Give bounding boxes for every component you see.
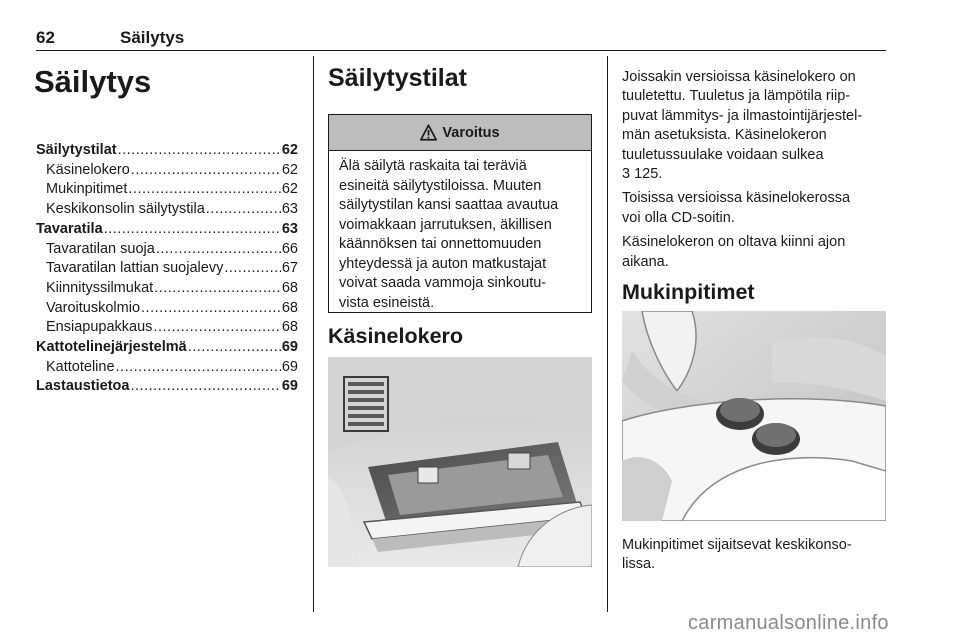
toc-entry (36, 259, 298, 279)
warning-line: vista esineistä. (339, 294, 435, 311)
site-watermark: carmanualsonline.info (688, 612, 889, 634)
toc-entry-title: Keskikonsolin säilytystila (46, 201, 205, 218)
warning-line: esineitä säilytystiloissa. Muuten (339, 177, 542, 194)
toc-entry-page: 63 (281, 201, 298, 218)
toc-entry-page: 66 (281, 240, 298, 257)
toc-leader-dots (130, 377, 280, 397)
body-paragraph (622, 68, 888, 184)
toc-entry (36, 338, 298, 358)
running-section-title: Säilytys (120, 28, 185, 47)
toc-entry-page: 62 (281, 161, 298, 178)
toc-entry-page: 62 (281, 181, 298, 198)
cupholder-caption (622, 536, 888, 575)
toc-entry (36, 279, 298, 299)
toc-entry (36, 240, 298, 260)
column-divider-1 (313, 56, 314, 612)
warning-line: voimakkaan jarrutuksen, äkillisen (339, 216, 552, 233)
toc-entry-page: 69 (281, 358, 298, 375)
toc-leader-dots (104, 220, 281, 240)
toc-entry-title: Kiinnityssilmukat (46, 279, 154, 296)
warning-line: Älä säilytä raskaita tai teräviä (339, 158, 527, 174)
cupholder-illustration (622, 311, 886, 521)
section-title-storage: Säilytystilat (328, 64, 467, 92)
toc-leader-dots (206, 200, 281, 220)
body-line: män asetuksista. Käsinelokeron (622, 127, 827, 144)
section-title-glovebox: Käsinelokero (328, 324, 464, 348)
toc-entry (36, 377, 298, 397)
toc-entry-page: 68 (281, 279, 298, 296)
warning-line: voivat saada vammoja sinkoutu- (339, 275, 547, 291)
column-divider-2 (607, 56, 608, 612)
toc-leader-dots (156, 240, 281, 260)
toc-leader-dots (224, 259, 281, 279)
glovebox-illustration (328, 357, 592, 567)
toc-entry-page: 69 (281, 378, 298, 395)
column-2 (328, 64, 592, 93)
chapter-title: Säilytys (34, 64, 152, 99)
toc-leader-dots (154, 279, 281, 299)
body-line: tuuletussuulake voidaan sulkea (622, 146, 824, 163)
toc-leader-dots (128, 180, 280, 200)
body-paragraph (622, 233, 888, 272)
table-of-contents (36, 141, 298, 397)
toc-entry (36, 200, 298, 220)
glovebox-description (622, 68, 888, 277)
toc-entry-title: Tavaratilan lattian suojalevy (46, 260, 224, 277)
warning-box (328, 114, 592, 313)
body-line: voi olla CD-soitin. (622, 209, 735, 226)
toc-entry-title: Mukinpitimet (46, 181, 128, 198)
toc-entry (36, 220, 298, 240)
toc-entry (36, 161, 298, 181)
toc-entry-page: 63 (281, 220, 298, 237)
toc-leader-dots (131, 161, 281, 181)
toc-entry-page: 69 (281, 339, 298, 356)
running-header (36, 28, 886, 52)
section-title-cupholders: Mukinpitimet (622, 280, 755, 304)
toc-entry (36, 358, 298, 378)
caption-line: lissa. (622, 556, 656, 573)
body-line: Toisissa versioissa käsinelokerossa (622, 190, 851, 207)
body-line: 3 125. (622, 166, 663, 183)
caption-line: Mukinpitimet sijaitsevat keskikonso- (622, 537, 852, 553)
toc-entry-title: Säilytystilat (36, 142, 117, 158)
header-rule (36, 50, 886, 51)
toc-entry-page: 68 (281, 319, 298, 336)
toc-entry-title: Ensiapupakkaus (46, 319, 153, 336)
toc-entry-title: Käsinelokero (46, 161, 130, 178)
toc-entry-title: Kattotelinejärjestelmä (36, 339, 187, 356)
warning-heading: Varoitus (442, 124, 500, 141)
page-number: 62 (36, 28, 55, 47)
toc-leader-dots (153, 318, 280, 338)
body-line: puvat lämmitys- ja ilmastointijärjestel- (622, 107, 863, 124)
body-line: Joissakin versioissa käsinelokero on (622, 69, 856, 85)
toc-entry-page: 67 (281, 260, 298, 277)
body-paragraph (622, 189, 888, 228)
body-line: Käsinelokeron on oltava kiinni ajon (622, 234, 846, 251)
warning-line: säilytystilan kansi saattaa avautua (339, 197, 559, 213)
toc-entry-title: Tavaratila (36, 220, 103, 237)
toc-leader-dots (118, 141, 281, 161)
toc-entry-page: 68 (281, 299, 298, 316)
toc-entry-title: Tavaratilan suoja (46, 240, 155, 257)
warning-header (329, 115, 591, 151)
warning-triangle-icon (420, 124, 437, 141)
toc-entry (36, 180, 298, 200)
warning-line: käännöksen tai onnettomuuden (339, 236, 542, 252)
toc-entry-title: Lastaustietoa (36, 378, 130, 395)
warning-text (329, 151, 591, 313)
toc-entry-title: Varoituskolmio (46, 299, 141, 316)
toc-entry-title: Kattoteline (46, 358, 115, 375)
toc-entry (36, 141, 298, 161)
toc-entry (36, 318, 298, 338)
body-line: aikana. (622, 253, 669, 270)
toc-leader-dots (188, 338, 281, 358)
body-line: tuuletettu. Tuuletus ja lämpötila riip- (622, 88, 851, 105)
toc-leader-dots (116, 358, 281, 378)
toc-entry-page: 62 (281, 142, 298, 158)
toc-entry (36, 299, 298, 319)
toc-leader-dots (141, 299, 281, 319)
warning-line: yhteydessä ja auton matkustajat (339, 255, 547, 272)
